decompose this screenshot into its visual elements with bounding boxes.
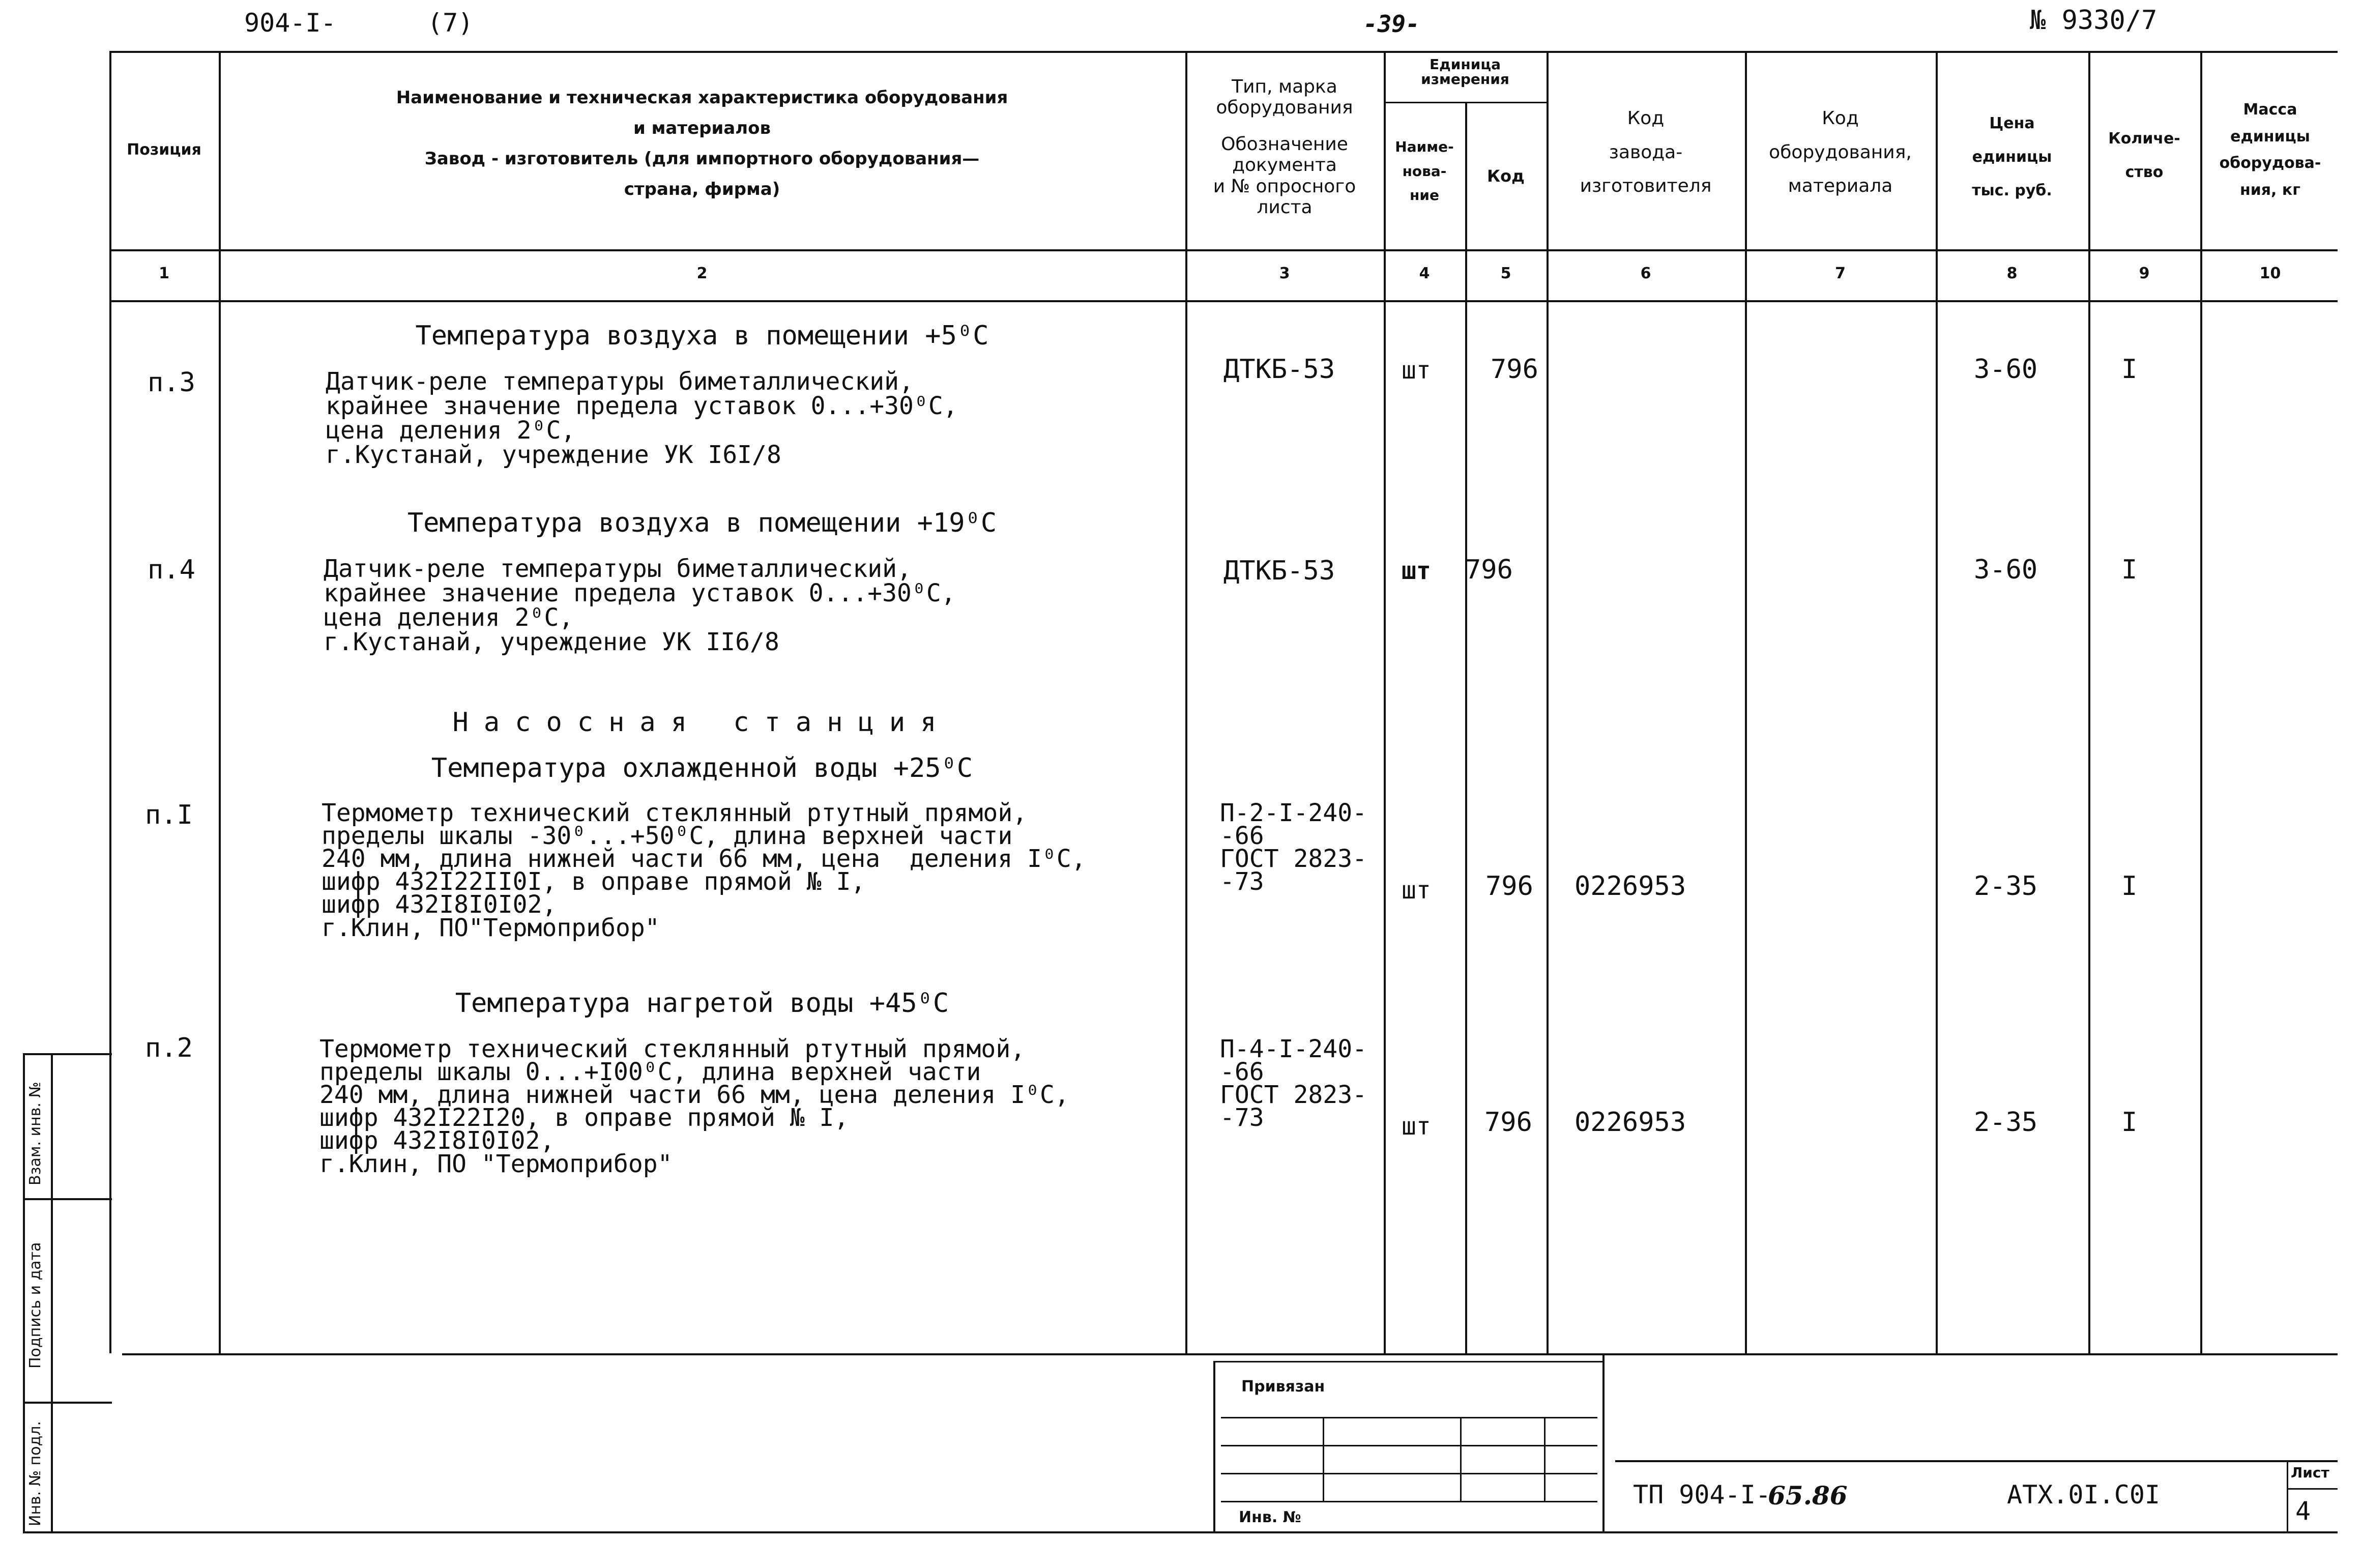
col-number: 7	[1835, 265, 1846, 282]
sheet-number: 4	[2295, 1496, 2311, 1526]
row-qty: I	[2121, 1107, 2138, 1138]
col-line-1	[219, 51, 221, 1353]
row-unit-code: 796	[1485, 871, 1533, 902]
header-type-line2: оборудования	[1216, 97, 1353, 119]
header-name-line3: Завод - изготовитель (для импортного оборудования—	[424, 148, 980, 169]
sheet-box-left	[2287, 1460, 2288, 1531]
row-unit-code: 796	[1484, 1107, 1532, 1138]
header-price	[1938, 107, 2086, 208]
sheet-box-divider	[2287, 1488, 2338, 1490]
header-position: Позиция	[127, 141, 201, 159]
col-line-9	[2200, 51, 2202, 1353]
row-unit: шт	[1402, 876, 1431, 905]
row-description: Термометр технический стеклянный ртутный прямой, пределы шкалы -30⁰...+50⁰С, длина верхней части 240 мм, длина нижней части 66 мм, цена деления I⁰С, шифр 432I22II0I, в оправе прямой № I, шифр 432I8I0I02, г.Клин, ПО"Термоприбор"	[322, 799, 1086, 942]
row-position: п.I	[145, 800, 193, 830]
section-heading-station: Насосная станция	[452, 707, 952, 738]
row-unit-code: 796	[1465, 555, 1513, 585]
header-unit	[1386, 57, 1544, 87]
side-strip-divider-2	[23, 1402, 112, 1404]
header-unit-code: Код	[1487, 166, 1525, 186]
doc-code-handwritten: 65.86	[1768, 1480, 1848, 1511]
col-number: 8	[2006, 265, 2018, 282]
stamp-grid-line-4	[1221, 1501, 1597, 1502]
header-equip-code	[1747, 102, 1933, 204]
header-mass	[2203, 97, 2338, 204]
header-price-line1: Цена	[1989, 114, 2035, 132]
section-heading: Температура воздуха в помещении +5⁰С	[415, 321, 989, 351]
header-type-line4: документа	[1232, 155, 1337, 176]
row-qty: I	[2121, 354, 2138, 385]
header-unit-name-line3: ние	[1410, 187, 1439, 204]
stamp-frame-top	[1213, 1361, 1602, 1362]
row-type: ДТКБ-53	[1223, 354, 1335, 385]
col-line-5	[1547, 51, 1549, 1353]
row-qty: I	[2121, 555, 2138, 585]
col-number: 6	[1640, 265, 1651, 282]
stamp-grid-line-1	[1221, 1417, 1597, 1418]
side-strip-divider-1	[23, 1198, 112, 1200]
row-type: П-2-I-240- -66 ГОСТ 2823- -73	[1220, 799, 1367, 896]
row-position: п.2	[145, 1033, 193, 1063]
stamp-frame-right	[1602, 1353, 1605, 1531]
row-type: ДТКБ-53	[1223, 556, 1335, 586]
row-position: п.3	[148, 367, 195, 398]
side-strip-bottom	[23, 1531, 112, 1533]
page-number: -39-	[1363, 10, 1420, 38]
privyazan-label: Привязан	[1241, 1378, 1325, 1396]
stamp-grid-line-3	[1221, 1473, 1597, 1474]
col-line-3	[1384, 51, 1386, 1353]
col-line-2	[1185, 51, 1187, 1353]
stamp-grid-vline-2	[1460, 1417, 1462, 1501]
doc-number: № 9330/7	[2030, 5, 2157, 36]
row-maker-code: 0226953	[1574, 1107, 1686, 1138]
row-price: 2-35	[1974, 871, 2038, 902]
header-name-line4: страна, фирма)	[624, 179, 780, 199]
table-bottom-line	[122, 1353, 2338, 1355]
header-unit-name-line1: Наиме-	[1395, 138, 1454, 155]
project-code: 904-I-	[244, 8, 336, 38]
header-maker-code-line3: изготовителя	[1580, 176, 1712, 197]
stamp-bottom-line	[109, 1531, 2338, 1533]
header-price-line3: тыс. руб.	[1972, 182, 2052, 199]
side-strip-top	[23, 1053, 112, 1055]
header-maker-code-line1: Код	[1627, 108, 1665, 129]
sheet-label: Лист	[2291, 1464, 2329, 1481]
row-unit: шт	[1402, 557, 1431, 585]
row-qty: I	[2121, 871, 2138, 902]
header-unit-line2: измерения	[1421, 71, 1509, 88]
row-price: 3-60	[1974, 555, 2038, 585]
header-type-line3: Обозначение	[1221, 133, 1348, 155]
table-top-border	[109, 51, 2338, 53]
header-bottom-line	[109, 249, 2338, 251]
unit-group-line	[1384, 102, 1547, 103]
colnum-bottom-line	[109, 300, 2338, 302]
row-unit-code: 796	[1491, 354, 1538, 385]
col-line-6	[1745, 51, 1747, 1353]
col-line-7	[1936, 51, 1938, 1353]
side-strip-inner	[51, 1053, 53, 1531]
col-number: 9	[2139, 265, 2150, 282]
section-heading: Температура воздуха в помещении +19⁰С	[407, 508, 997, 538]
header-equip-code-line1: Код	[1822, 108, 1859, 129]
header-unit-name-line2: нова-	[1402, 162, 1447, 180]
col-number: 10	[2259, 265, 2281, 282]
header-qty-line2: ство	[2125, 163, 2164, 181]
header-name-line1: Наименование и техническая характеристика оборудования	[396, 88, 1008, 108]
row-price: 3-60	[1974, 354, 2038, 385]
stamp-grid-line-2	[1221, 1445, 1597, 1446]
header-mass-line2: единицы	[2230, 127, 2310, 146]
row-maker-code: 0226953	[1574, 871, 1686, 902]
stamp-frame-left	[1213, 1361, 1215, 1531]
col-number: 4	[1419, 265, 1430, 282]
header-equip-code-line2: оборудования,	[1769, 141, 1912, 163]
header-type-line5: и № опросного	[1213, 176, 1356, 197]
row-unit: шт	[1402, 1112, 1431, 1141]
header-unit-name	[1386, 135, 1463, 208]
header-maker-code	[1549, 102, 1742, 204]
side-label-replaced-inv: Взам. инв. №	[26, 1082, 44, 1185]
row-unit: шт	[1402, 356, 1431, 385]
sheet-code: АТХ.0I.С0I	[2007, 1480, 2161, 1509]
col-number: 1	[159, 265, 169, 282]
stamp-grid-vline-3	[1544, 1417, 1545, 1501]
side-label-signature-date: Подпись и дата	[26, 1242, 44, 1369]
section-heading: Температура охлажденной воды +25⁰С	[431, 753, 973, 783]
section-heading: Температура нагретой воды +45⁰С	[455, 988, 949, 1019]
col-number: 2	[696, 265, 708, 282]
header-maker-code-line2: завода-	[1609, 141, 1683, 163]
inv-number-label: Инв. №	[1239, 1508, 1301, 1526]
side-strip-outer	[23, 1053, 25, 1531]
header-name-line2: и материалов	[633, 118, 771, 138]
doc-code: ТП 904-I-	[1633, 1480, 1771, 1509]
row-description: Датчик-реле температуры биметаллический, крайнее значение предела уставок 0...+30⁰С, цена деления 2⁰С, г.Кустанай, учреждение УК I6I/8	[326, 367, 958, 469]
header-price-line2: единицы	[1972, 148, 2052, 166]
part-number: (7)	[427, 8, 474, 38]
col-number: 3	[1279, 265, 1290, 282]
header-type-line1: Тип, марка	[1232, 76, 1337, 97]
row-position: п.4	[148, 555, 195, 585]
header-mass-line4: ния, кг	[2240, 181, 2300, 199]
header-unit-line1: Единица	[1430, 56, 1501, 73]
header-mass-line3: оборудова-	[2219, 154, 2321, 172]
side-label-original-inv: Инв. № подл.	[26, 1421, 44, 1526]
header-type-line6: листа	[1257, 196, 1313, 218]
row-description: Термометр технический стеклянный ртутный прямой, пределы шкалы 0...+I00⁰С, длина верхней части 240 мм, длина нижней части 66 мм, цена деления I⁰С, шифр 432I22I20, в оправе прямой № I, шифр 432I8I0I02, г.Клин, ПО "Термоприбор"	[319, 1035, 1069, 1178]
header-qty	[2091, 122, 2198, 189]
header-name	[224, 86, 1180, 201]
row-description: Датчик-реле температуры биметаллический, крайнее значение предела уставок 0...+30⁰С, цена деления 2⁰С, г.Кустанай, учреждение УК II6/8	[324, 555, 956, 656]
doc-code-topline	[1615, 1460, 2338, 1462]
row-type: П-4-I-240- -66 ГОСТ 2823- -73	[1220, 1035, 1367, 1133]
col-line-4	[1465, 102, 1467, 1353]
header-equip-code-line3: материала	[1788, 176, 1893, 197]
stamp-grid-vline-1	[1323, 1417, 1324, 1501]
col-line-8	[2088, 51, 2090, 1353]
header-type	[1188, 76, 1381, 218]
header-mass-line1: Масса	[2243, 101, 2297, 119]
header-qty-line1: Количе-	[2108, 130, 2180, 148]
col-number: 5	[1500, 265, 1511, 282]
row-price: 2-35	[1974, 1107, 2038, 1138]
table-left-border	[109, 51, 111, 1353]
